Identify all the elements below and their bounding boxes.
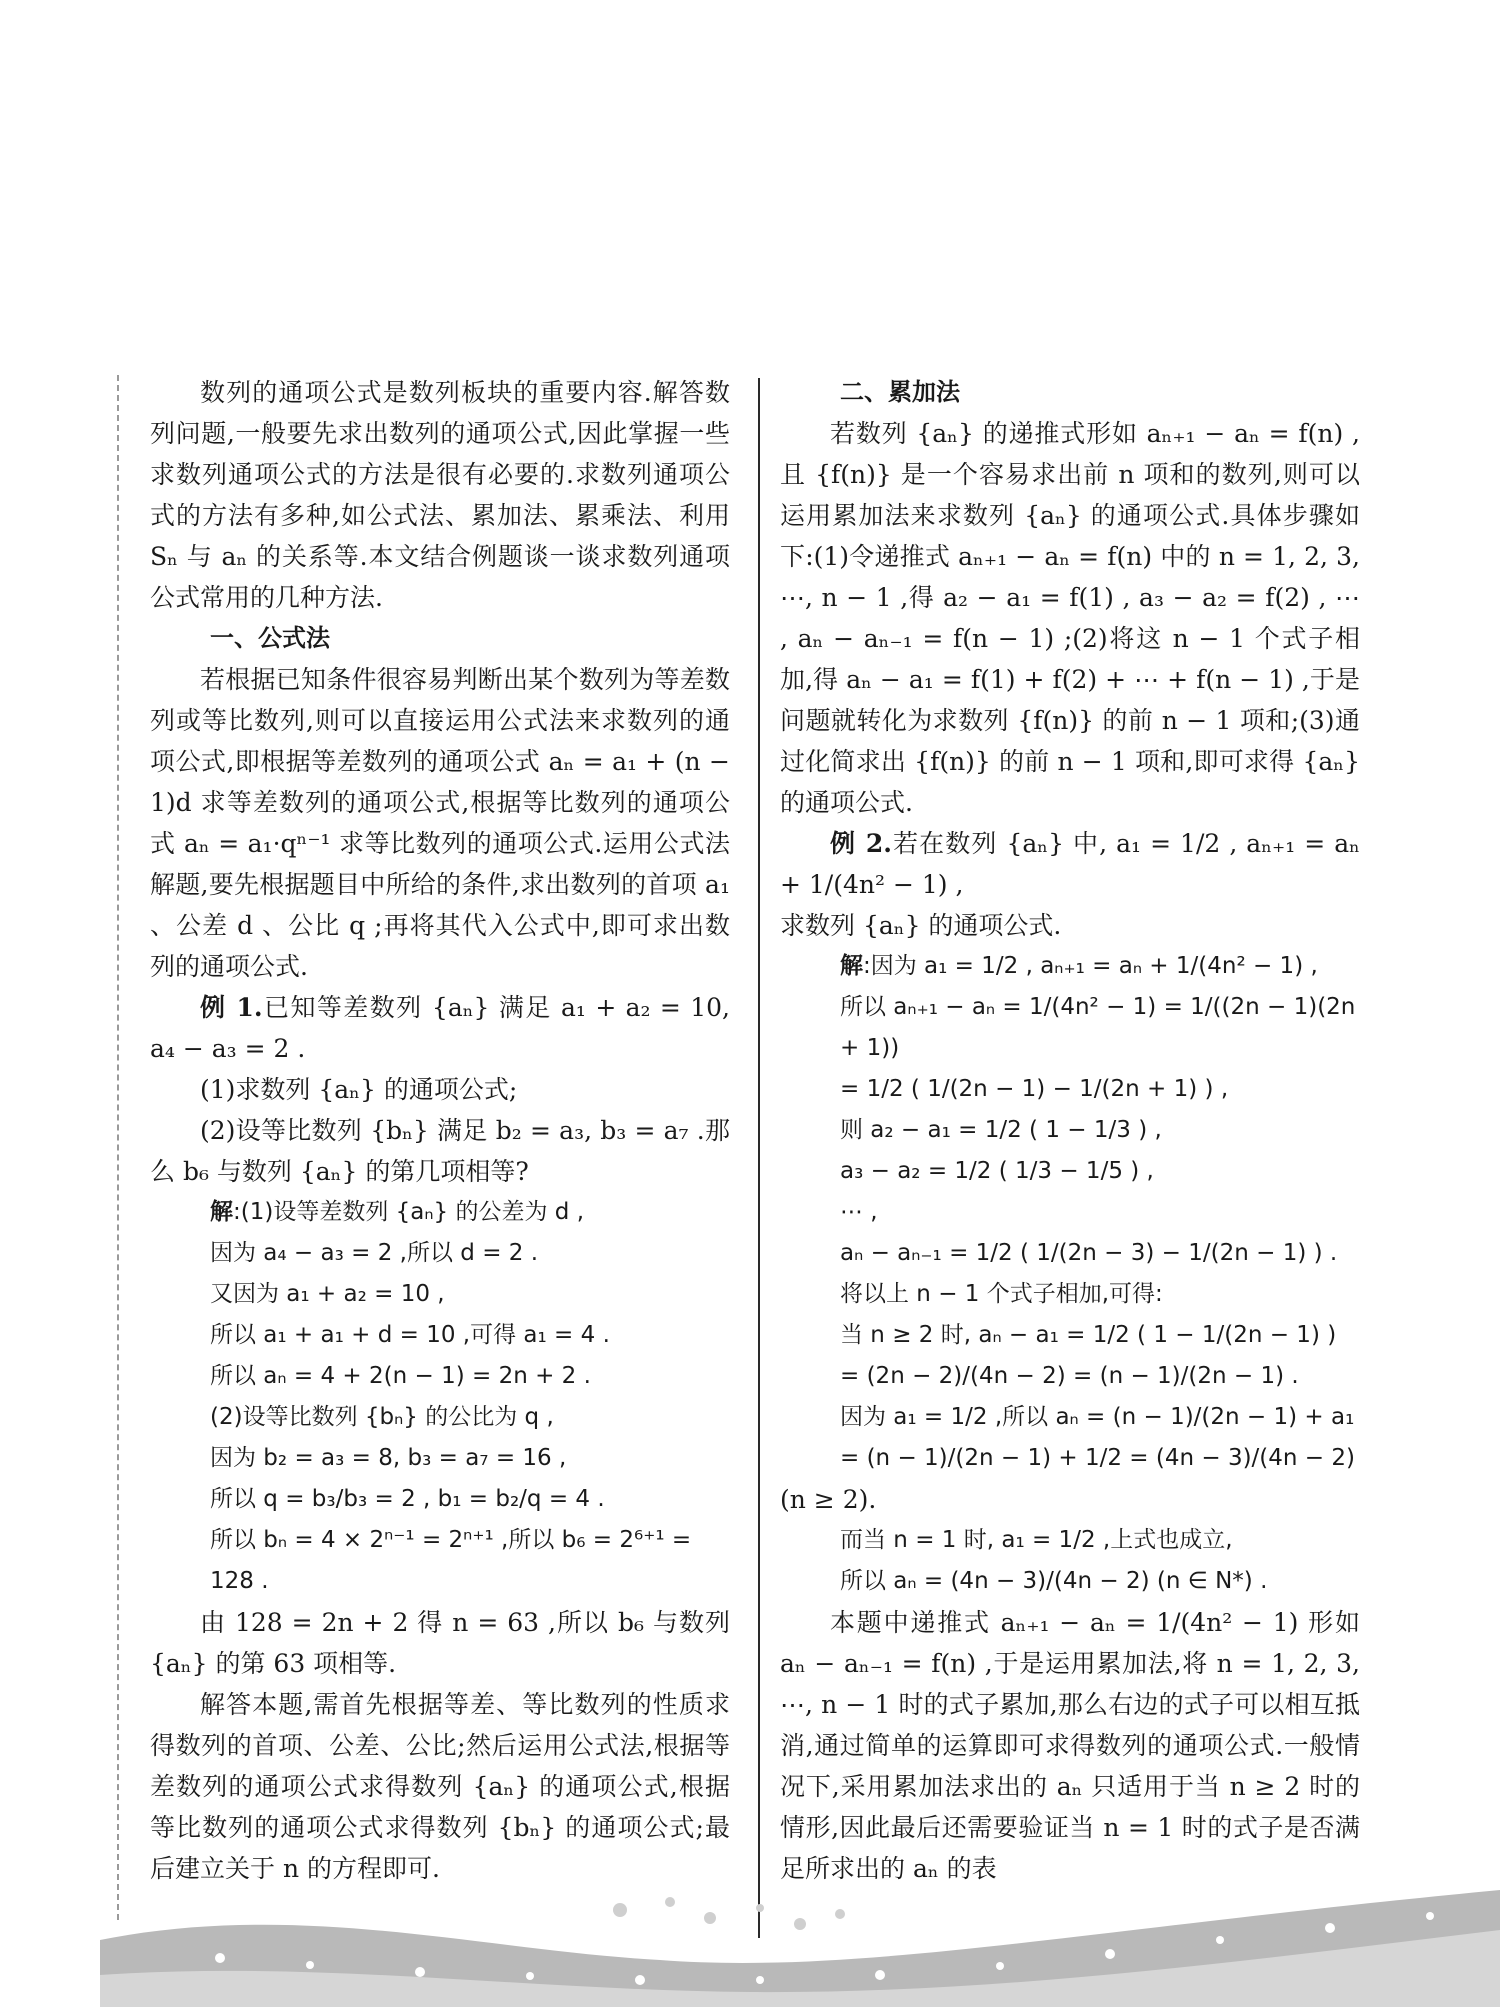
example2-text: 若在数列 {aₙ} 中, a₁ = 1/2 , aₙ₊₁ = aₙ + 1/(4n² − 1) , (780, 829, 1360, 899)
column-divider (758, 378, 760, 1938)
solution2-step: 所以 aₙ₊₁ − aₙ = 1/(4n² − 1) = 1/((2n − 1)(2n + 1)) (840, 994, 1356, 1061)
solution2-step: 将以上 n − 1 个式子相加,可得: (840, 1281, 1163, 1307)
solution2-final: 所以 aₙ = (4n − 3)/(4n − 2) (n ∈ N*) . (840, 1568, 1268, 1594)
example1-question1: (1)求数列 {aₙ} 的通项公式; (200, 1075, 518, 1104)
solution2-step: aₙ − aₙ₋₁ = 1/2 ( 1/(2n − 3) − 1/(2n − 1) ) . (840, 1240, 1338, 1266)
solution1-line (150, 1192, 730, 1233)
margin-dashed-rule (117, 375, 119, 1920)
solution2-n1-check: 而当 n = 1 时, a₁ = 1/2 ,上式也成立, (840, 1527, 1233, 1553)
solution1-step: 又因为 a₁ + a₂ = 10 , (210, 1281, 445, 1307)
decorative-footer-wave (100, 1880, 1500, 2007)
solution2-step: = 1/2 ( 1/(2n − 1) − 1/(2n + 1) ) , (840, 1076, 1229, 1102)
intro-paragraph: 数列的通项公式是数列板块的重要内容.解答数列问题,一般要先求出数列的通项公式,因此掌握一些求数列通项公式的方法是很有必要的.求数列通项公式的方法有多种,如公式法、累加法、累乘法、利用 Sₙ 与 aₙ 的关系等.本文结合例题谈一谈求数列通项公式常用的几种方法. (150, 378, 730, 612)
summary1-paragraph: 解答本题,需首先根据等差、等比数列的性质求得数列的首项、公差、公比;然后运用公式法,根据等差数列的通项公式求得数列 {aₙ} 的通项公式,根据等比数列的通项公式求得数列 {bₙ} 的通项公式;最后建立关于 n 的方程即可. (150, 1690, 730, 1883)
section1-paragraph: 若根据已知条件很容易判断出某个数列为等差数列或等比数列,则可以直接运用公式法来求数列的通项公式,即根据等差数列的通项公式 aₙ = a₁ + (n − 1)d 求等差数列的通项公式,根据等比数列的通项公式 aₙ = a₁·qⁿ⁻¹ 求等比数列的通项公式.运用公式法解题,要先根据题目中所给的条件,求出数列的首项 a₁ 、公差 d 、公比 q ;再将其代入公式中,即可求出数列的通项公式. (150, 665, 730, 981)
solution2-label: 解 (840, 953, 863, 979)
solution1-step: 所以 bₙ = 4 × 2ⁿ⁻¹ = 2ⁿ⁺¹ ,所以 b₆ = 2⁶⁺¹ = 128 . (210, 1527, 692, 1594)
solution1-step: 所以 aₙ = 4 + 2(n − 1) = 2n + 2 . (210, 1363, 591, 1389)
example2 (780, 823, 1360, 905)
solution2-because: 因为 a₁ = 1/2 ,所以 aₙ = (n − 1)/(2n − 1) + a₁ = (n − 1)/(2n − 1) + 1/2 = (4n − 3)/(4n − 2) (840, 1404, 1355, 1471)
example2-ask: 求数列 {aₙ} 的通项公式. (780, 911, 1062, 940)
solution1-step: 所以 q = b₃/b₃ = 2 , b₁ = b₂/q = 4 . (210, 1486, 605, 1512)
example1-text: 已知等差数列 {aₙ} 满足 a₁ + a₂ = 10, a₄ − a₃ = 2 . (150, 993, 730, 1063)
section-heading-accumulation-method: 二、累加法 (840, 378, 960, 406)
example1-question2: (2)设等比数列 {bₙ} 满足 b₂ = a₃, b₃ = a₇ .那么 b₆ 与数列 {aₙ} 的第几项相等? (150, 1116, 730, 1186)
summary2-paragraph: 本题中递推式 aₙ₊₁ − aₙ = 1/(4n² − 1) 形如 aₙ − aₙ₋₁ = f(n) ,于是运用累加法,将 n = 1, 2, 3, ⋯, n − 1 时的式子累加,那么右边的式子可以相互抵消,通过简单的运算即可求得数列的通项公式.一般情况下,采用累加法求出的 aₙ 只适用于当 n ≥ 2 时的情形,因此最后还需要验证当 n = 1 时的式子是否满足所求出的 aₙ 的表 (780, 1608, 1360, 1883)
solution2-step: 则 a₂ − a₁ = 1/2 ( 1 − 1/3 ) , (840, 1117, 1162, 1143)
solution2-step: a₃ − a₂ = 1/2 ( 1/3 − 1/5 ) , (840, 1158, 1154, 1184)
left-column (150, 372, 730, 1889)
solution1-step: 因为 a₄ − a₃ = 2 ,所以 d = 2 . (210, 1240, 539, 1266)
example2-label: 例 2. (830, 829, 892, 858)
solution1-final: 由 128 = 2n + 2 得 n = 63 ,所以 b₆ 与数列 {aₙ} 的第 63 项相等. (150, 1608, 730, 1678)
solution2-step: ⋯ , (840, 1199, 878, 1225)
section-heading-formula-method: 一、公式法 (210, 624, 330, 652)
solution1-step: 所以 a₁ + a₁ + d = 10 ,可得 a₁ = 4 . (210, 1322, 610, 1348)
solution2-line (780, 946, 1360, 987)
solution2-condition: (n ≥ 2). (780, 1485, 877, 1514)
solution2-step: :因为 a₁ = 1/2 , aₙ₊₁ = aₙ + 1/(4n² − 1) , (863, 953, 1318, 979)
solution1-step: (2)设等比数列 {bₙ} 的公比为 q , (210, 1404, 554, 1430)
solution1-label: 解 (210, 1199, 233, 1225)
solution1-step: 因为 b₂ = a₃ = 8, b₃ = a₇ = 16 , (210, 1445, 567, 1471)
solution1-step: :(1)设等差数列 {aₙ} 的公差为 d , (233, 1199, 585, 1225)
example1 (150, 987, 730, 1069)
right-column (780, 372, 1360, 1889)
section2-paragraph: 若数列 {aₙ} 的递推式形如 aₙ₊₁ − aₙ = f(n) ,且 {f(n)} 是一个容易求出前 n 项和的数列,则可以运用累加法来求数列 {aₙ} 的通项公式.具体步骤如下:(1)令递推式 aₙ₊₁ − aₙ = f(n) 中的 n = 1, 2, 3, ⋯, n − 1 ,得 a₂ − a₁ = f(1) , a₃ − a₂ = f(2) , ⋯ , aₙ − aₙ₋₁ = f(n − 1) ;(2)将这 n − 1 个式子相加,得 aₙ − a₁ = f(1) + f(2) + ⋯ + f(n − 1) ,于是问题就转化为求数列 {f(n)} 的前 n − 1 项和;(3)通过化简求出 {f(n)} 的前 n − 1 项和,即可求得 {aₙ} 的通项公式. (780, 419, 1360, 817)
solution2-step: 当 n ≥ 2 时, aₙ − a₁ = 1/2 ( 1 − 1/(2n − 1) ) = (2n − 2)/(4n − 2) = (n − 1)/(2n − 1) . (840, 1322, 1337, 1389)
example1-label: 例 1. (200, 993, 263, 1022)
